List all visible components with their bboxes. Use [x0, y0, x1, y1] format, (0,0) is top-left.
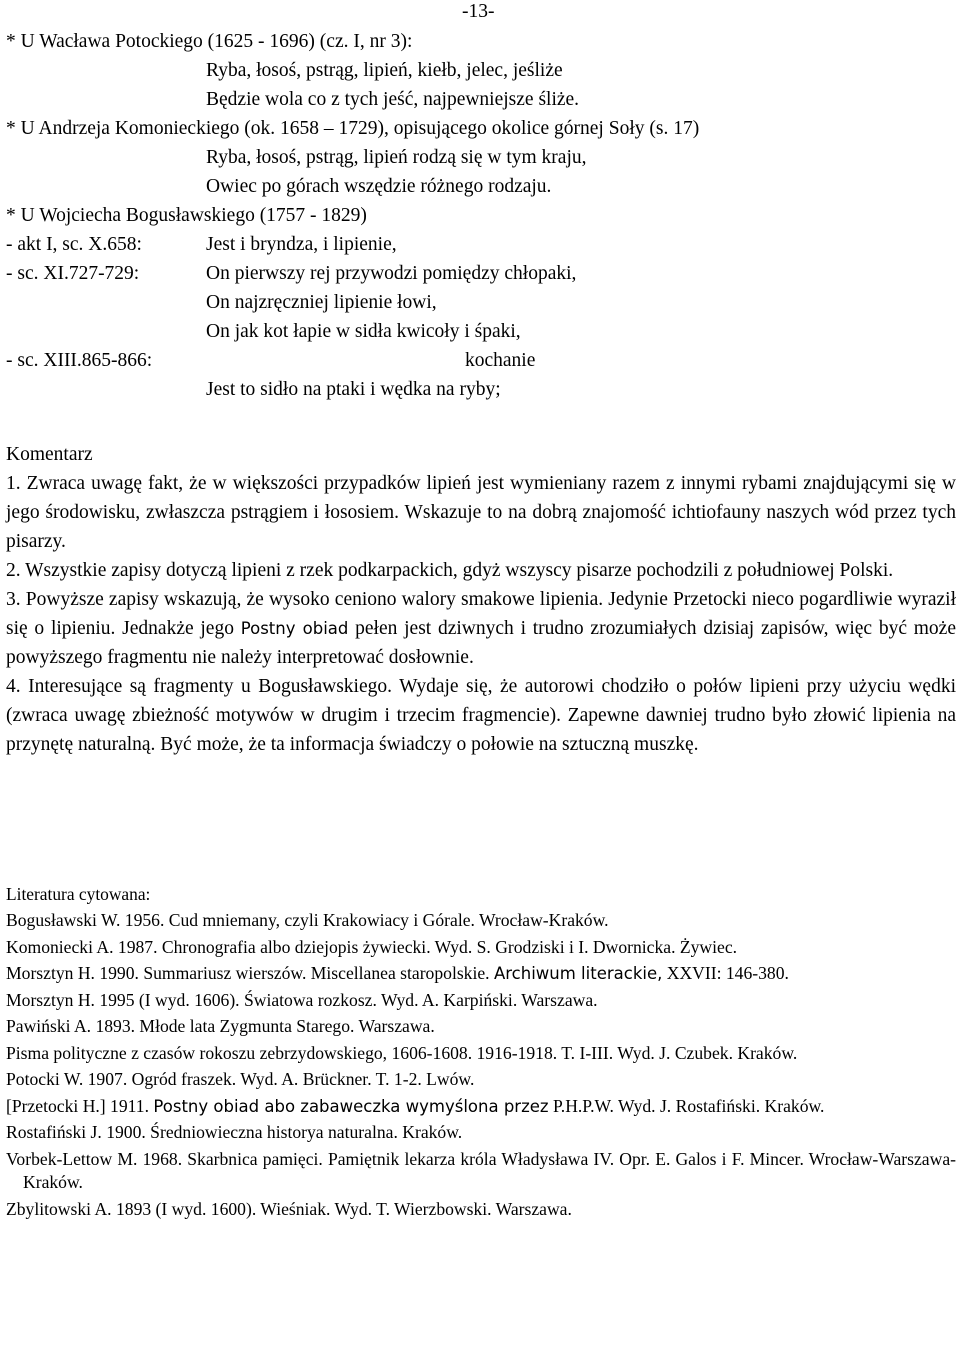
paragraph-text: 3. Powyższe zapisy wskazują, że wysoko ceniono walory smakowe lipienia. Jedynie Przetocki nieco pogardliwie wyraził się o lipieniu. Jednakże jego	[6, 589, 956, 639]
quote-reference: - sc. XI.727-729:	[6, 263, 140, 284]
reference-item	[6, 909, 956, 933]
reference-text: Pisma polityczne z czasów rokoszu zebrzydowskiego, 1606-1608. 1916-1918. T. I-III. Wyd. J. Czubek. Kraków.	[6, 1042, 798, 1063]
quote-reference: - akt I, sc. X.658:	[6, 234, 142, 255]
commentary-paragraph: 1. Zwraca uwagę fakt, że w większości przypadków lipień jest wymieniany razem z innymi rybami znajdującymi się w jego środowisku, zwłaszcza pstrągiem i łososiem. Wskazuje to na dobrą znajomość ichtiofauny naszych wód przez tych pisarzy.	[6, 473, 956, 552]
reference-item	[6, 936, 956, 960]
quote-line	[206, 292, 437, 314]
reference-text: P.H.P.W. Wyd. J. Rostafiński. Kraków.	[548, 1095, 825, 1116]
reference-item	[6, 1121, 956, 1145]
reference-item	[6, 1148, 956, 1195]
journal-title: Archiwum literackie,	[493, 964, 663, 983]
quote-line	[6, 118, 699, 140]
quote-reference: - sc. XIII.865-866:	[6, 350, 153, 371]
quote-line	[206, 176, 551, 198]
quote-line	[206, 321, 521, 343]
quote-line	[206, 379, 501, 401]
quote-line	[206, 60, 563, 82]
reference-item	[6, 1015, 956, 1039]
reference-text: Komoniecki A. 1987. Chronografia albo dziejopis żywiecki. Wyd. S. Grodziski i I. Dwornicka. Żywiec.	[6, 936, 738, 957]
commentary-paragraph: 2. Wszystkie zapisy dotyczą lipieni z rzek podkarpackich, gdyż wszyscy pisarze pochodzili z południowej Polski.	[6, 560, 894, 581]
quote-text: On najzręczniej lipienie łowi,	[206, 292, 437, 313]
quote-text: Ryba, łosoś, pstrąg, lipień, kiełb, jelec, jeśliże	[206, 60, 563, 81]
reference-item	[6, 1095, 956, 1119]
book-title: Postny obiad abo zabaweczka wymyślona przez	[153, 1096, 549, 1116]
quote-text: * U Wacława Potockiego (1625 - 1696) (cz. I, nr 3):	[6, 31, 413, 52]
reference-text: Rostafiński J. 1900. Średniowieczna historya naturalna. Kraków.	[6, 1122, 463, 1142]
commentary-heading: Komentarz	[6, 444, 93, 465]
quote-text: Będzie wola co z tych jeść, najpewniejsze śliże.	[206, 89, 580, 110]
reference-list	[6, 909, 956, 1224]
quote-text: On jak kot łapie w sidła kwicoły i śpaki,	[206, 321, 521, 342]
reference-item	[6, 962, 956, 986]
reference-text: Bogusławski W. 1956. Cud mniemany, czyli Krakowiacy i Górale. Wrocław-Kraków.	[6, 910, 609, 930]
literature-heading: Literatura cytowana:	[6, 884, 151, 904]
paragraph-text: pełen jest dziwnych i trudno zrozumiałych dzisiaj zapisów, więc być może powyższego fragmentu nie należy interpretować dosłownie.	[6, 618, 956, 668]
commentary	[6, 440, 956, 759]
quote-text: Jest to sidło na ptaki i wędka na ryby;	[206, 379, 501, 400]
reference-text: Morsztyn H. 1990. Summariusz wierszów. Miscellanea staropolskie.	[6, 963, 494, 983]
quote-line	[206, 89, 579, 111]
quote-text: Owiec po górach wszędzie różnego rodzaju.	[206, 176, 552, 197]
reference-item	[6, 1068, 956, 1092]
reference-text: Zbylitowski A. 1893 (I wyd. 1600). Wieśniak. Wyd. T. Wierzbowski. Warszawa.	[6, 1198, 572, 1219]
reference-text: [Przetocki H.] 1911.	[6, 1095, 154, 1116]
quote-text: kochanie	[465, 350, 536, 371]
quote-line	[6, 205, 367, 227]
reference-item	[6, 1198, 956, 1222]
book-title: Postny obiad	[240, 619, 349, 638]
reference-text: Pawiński A. 1893. Młode lata Zygmunta Starego. Warszawa.	[6, 1016, 435, 1036]
reference-item	[6, 989, 956, 1013]
reference-item	[6, 1042, 956, 1066]
quote-text: * U Andrzeja Komonieckiego (ok. 1658 – 1729), opisującego okolice górnej Soły (s. 17)	[6, 118, 700, 139]
reference-text: XXVII: 146-380.	[662, 963, 789, 983]
quote-text: Ryba, łosoś, pstrąg, lipień rodzą się w tym kraju,	[206, 147, 587, 168]
commentary-paragraph: 4. Interesujące są fragmenty u Bogusławskiego. Wydaje się, że autorowi chodziło o połów lipieni przy użyciu wędki (zwraca uwagę zbieżność motywów w drugim i trzecim fragmencie). Zapewne dawniej trudno było złowić lipienia na przynętę naturalną. Być może, że ta informacja świadczy o połowie na sztuczną muszkę.	[6, 676, 956, 755]
quote-line	[6, 31, 412, 53]
quote-line	[206, 147, 587, 169]
quote-text: * U Wojciecha Bogusławskiego (1757 - 1829)	[6, 205, 367, 226]
reference-text: Morsztyn H. 1995 (I wyd. 1606). Światowa rozkosz. Wyd. A. Karpiński. Warszawa.	[6, 989, 598, 1010]
quote-text: Jest i bryndza, i lipienie,	[206, 234, 397, 255]
reference-text: Vorbek-Lettow M. 1968. Skarbnica pamięci. Pamiętnik lekarza króla Władysława IV. Opr. E. Galos i F. Mincer. Wrocław-Warszawa-Kraków.	[6, 1148, 956, 1192]
commentary-paragraph	[6, 585, 956, 672]
reference-text: Potocki W. 1907. Ogród fraszek. Wyd. A. Brückner. T. 1-2. Lwów.	[6, 1069, 475, 1089]
page-number: -13-	[462, 1, 495, 22]
quote-text: On pierwszy rej przywodzi pomiędzy chłopaki,	[206, 263, 577, 284]
